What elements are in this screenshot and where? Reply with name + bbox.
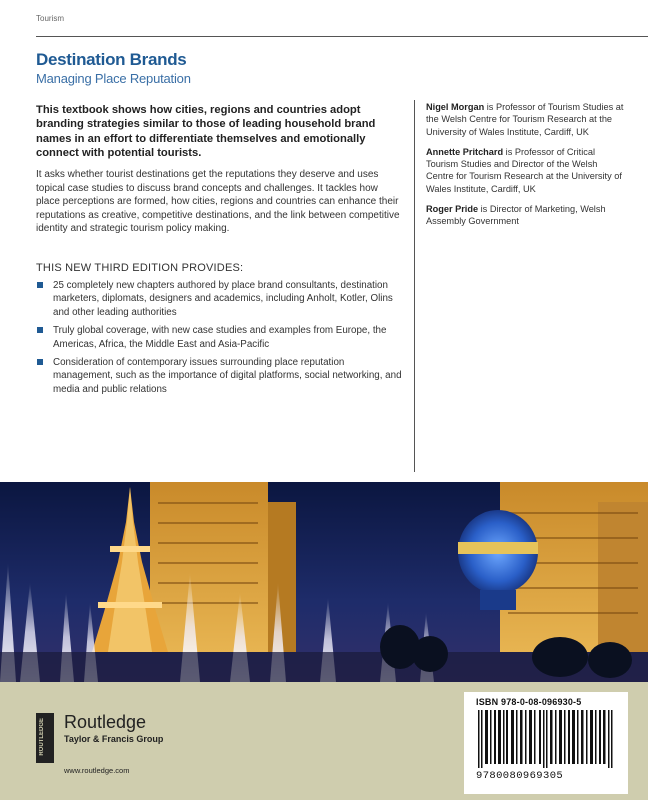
barcode-number: 9780080969305 xyxy=(476,770,564,782)
author-bios xyxy=(426,101,626,236)
author-description: is Professor of Tourism Studies at the Welsh Centre for Tourism Research at the University of Wales Institute, Cardiff, UK xyxy=(426,102,624,137)
list-item-text: Truly global coverage, with new case studies and examples from Europe, the Americas, Africa, the Middle East and Asia-Pacific xyxy=(53,325,387,350)
provides-heading: THIS NEW THIRD EDITION PROVIDES: xyxy=(36,262,244,274)
author-description: is Professor of Critical Tourism Studies and Director of the Welsh Centre for Tourism Research at the University of Wales Institute, Cardiff, UK xyxy=(426,146,622,194)
category-label: Tourism xyxy=(36,14,65,23)
list-item-text: 25 completely new chapters authored by place brand consultants, destination marketers, diplomats, designers and academics, including Anholt, Kotler, Olins and other leading authorities xyxy=(53,280,393,318)
author-name: Roger Pride xyxy=(426,204,479,215)
list-item xyxy=(36,324,406,351)
author-bio xyxy=(426,203,626,228)
provides-list xyxy=(36,279,406,401)
column-divider xyxy=(414,100,415,472)
routledge-logo-icon xyxy=(36,713,54,763)
description-body: It asks whether tourist destinations get the reputations they deserve and uses topical case studies to discuss brand concepts and challenges. It tackles how place perceptions are formed, how cities, regions and countries can enhance their reputations as creative, competitive destinations, and the link between competitive identity and strategic tourism policy making. xyxy=(36,169,400,234)
author-bio xyxy=(426,101,626,138)
list-item-text: Consideration of contemporary issues surrounding place reputation management, such as the importance of digital platforms, social networking, and media and public relations xyxy=(53,357,402,395)
top-divider xyxy=(36,36,648,37)
barcode-icon xyxy=(476,710,616,768)
author-description: is Director of Marketing, Welsh Assembly Government xyxy=(426,204,606,227)
las-vegas-night-photo xyxy=(0,482,648,682)
publisher-group: Taylor & Francis Group xyxy=(64,734,164,744)
list-item xyxy=(36,279,406,319)
square-bullet-icon xyxy=(37,359,43,365)
square-bullet-icon xyxy=(37,282,43,288)
author-name: Nigel Morgan xyxy=(426,102,485,112)
author-bio xyxy=(426,146,626,195)
book-subtitle: Managing Place Reputation xyxy=(36,71,191,86)
routledge-logo-lettering: ROUTLEDGE xyxy=(39,718,45,756)
author-name: Annette Pritchard xyxy=(426,146,504,157)
list-item xyxy=(36,356,406,396)
publisher-url: www.routledge.com xyxy=(64,766,130,775)
square-bullet-icon xyxy=(37,327,43,333)
publisher-name: Routledge xyxy=(64,712,147,732)
isbn-label: ISBN 978-0-08-096930-5 xyxy=(476,697,582,707)
description-lead: This textbook shows how cities, regions and countries adopt branding strategies similar to those of leading household brand names in an effort to differentiate themselves and emotionally connect with potential tourists. xyxy=(36,104,376,160)
book-title: Destination Brands xyxy=(36,50,187,69)
